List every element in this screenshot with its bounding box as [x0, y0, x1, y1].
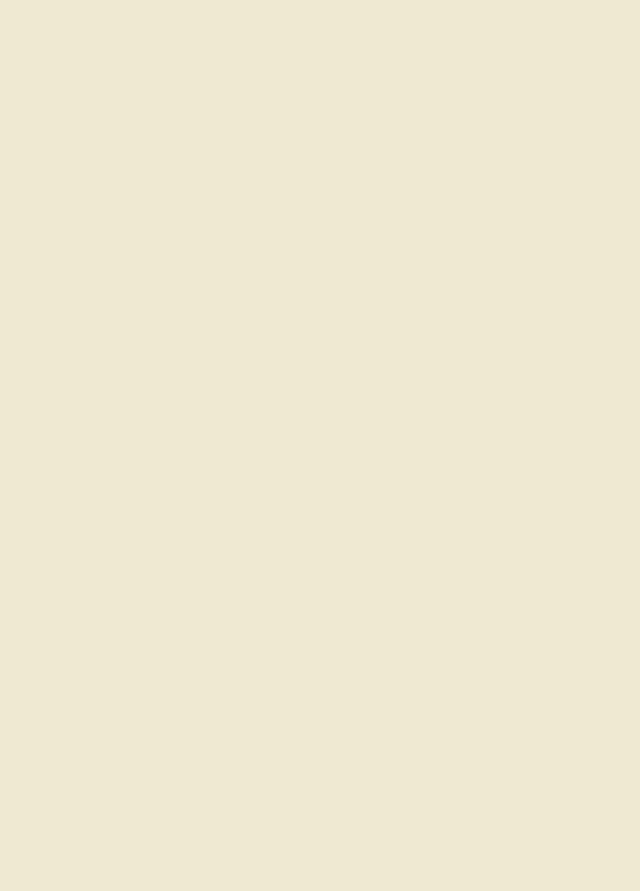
bass-staff: [0, 595, 640, 645]
treble-staff: [0, 661, 640, 711]
treble-staff: [0, 475, 640, 525]
treble-staff: [0, 105, 640, 155]
music-system-3: [0, 470, 640, 645]
treble-staff: [0, 287, 640, 337]
bass-staff: [0, 784, 640, 834]
music-system-2: [0, 282, 640, 457]
music-system-1: [0, 100, 640, 275]
bass-staff: [0, 407, 640, 457]
music-system-4: [0, 656, 640, 846]
bass-staff: [0, 223, 640, 273]
